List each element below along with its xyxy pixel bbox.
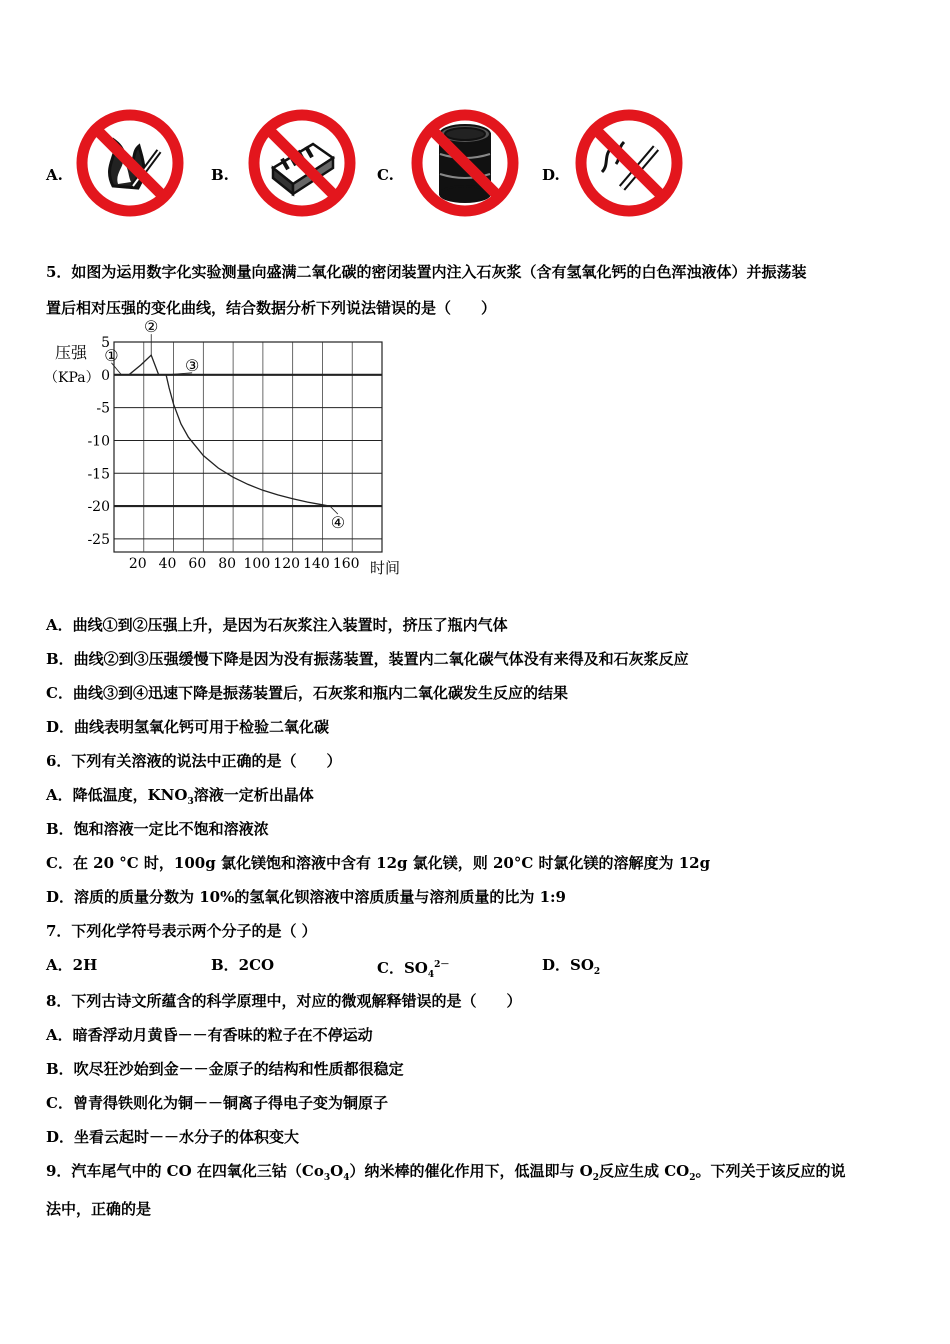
point-label: ② — [144, 317, 159, 337]
q8-stem: 8．下列古诗文所蕴含的科学原理中，对应的微观解释错误的是（ ） — [46, 992, 522, 1010]
pressure-chart — [40, 317, 420, 580]
x-tick-label: 60 — [188, 556, 207, 572]
y-tick-label: 0 — [101, 367, 110, 384]
q5-option-a: A．曲线①到②压强上升，是因为石灰浆注入装置时，挤压了瓶内气体 — [46, 616, 508, 634]
y-tick-label: -25 — [87, 531, 110, 548]
q6-option-a: A．降低温度，$KNO_3$溶液一定析出晶体 — [46, 786, 314, 807]
q8-option-c: C．曾青得铁则化为铜－－铜离子得电子变为铜原子 — [46, 1094, 388, 1112]
q6-option-b: B．饱和溶液一定比不饱和溶液浓 — [46, 820, 269, 838]
no-smoking-icon — [572, 106, 686, 220]
x-tick-label: 120 — [273, 556, 301, 572]
y-tick-label: -5 — [96, 400, 110, 417]
y-tick-label: 5 — [101, 335, 110, 351]
q5-stem-line2: 置后相对压强的变化曲线，结合数据分析下列说法错误的是（ ） — [46, 299, 497, 317]
q9-stem-line1: 9．汽车尾气中的 CO 在四氧化三钴$(Co_3O_4)$纳米棒的催化作用下，低温即与 $O_2$反应生成 $CO_2$。下列关于该反应的说 — [46, 1162, 846, 1183]
chart-yunit: （KPa） — [44, 370, 100, 386]
q5-option-d: D．曲线表明氢氧化钙可用于检验二氧化碳 — [46, 718, 330, 736]
q6-option-c: C．在 20 °C 时，100g 氯化镁饱和溶液中含有 12g 氯化镁，则 20°C 时氯化镁的溶解度为 12g — [46, 854, 711, 872]
y-tick-label: -20 — [87, 499, 110, 516]
q5-stem-line1: 5．如图为运用数字化实验测量向盛满二氧化碳的密闭装置内注入石灰浆（含有氢氧化钙的白色浑浊液体）并振荡装 — [46, 263, 807, 281]
q7-option-b: B．2CO — [211, 956, 275, 974]
q9-stem-line2: 法中，正确的是 — [46, 1200, 152, 1218]
q4-option-a-label: A. — [46, 166, 63, 184]
chart-ylabel: 压强 — [55, 343, 88, 362]
chart-xlabel: 时间 — [370, 559, 401, 577]
y-tick-label: -15 — [87, 466, 110, 483]
no-matches-icon — [245, 106, 359, 220]
q8-option-a: A．暗香浮动月黄昏－－有香味的粒子在不停运动 — [46, 1026, 373, 1044]
x-tick-label: 100 — [243, 556, 271, 572]
q8-option-b: B．吹尽狂沙始到金－－金原子的结构和性质都很稳定 — [46, 1060, 404, 1078]
x-tick-label: 40 — [158, 556, 177, 572]
x-tick-label: 160 — [332, 556, 360, 572]
y-tick-label: -10 — [87, 433, 110, 450]
no-fire-icon — [73, 106, 187, 220]
q6-option-d: D．溶质的质量分数为 10%的氢氧化钡溶液中溶质质量与溶剂质量的比为 1:9 — [46, 888, 566, 906]
q7-stem: 7．下列化学符号表示两个分子的是（ ） — [46, 922, 317, 940]
q7-option-c: C．$SO_4^{2-}$ — [377, 959, 450, 980]
q5-option-b: B．曲线②到③压强缓慢下降是因为没有振荡装置，装置内二氧化碳气体没有来得及和石灰浆反应 — [46, 650, 689, 668]
q7-option-d: D．$SO_2$ — [542, 956, 601, 977]
pressure-curve — [114, 355, 382, 506]
point-label: ③ — [184, 355, 200, 375]
x-tick-label: 140 — [303, 556, 330, 572]
q5-option-c: C．曲线③到④迅速下降是振荡装置后，石灰浆和瓶内二氧化碳发生反应的结果 — [46, 684, 568, 702]
x-tick-label: 80 — [218, 556, 237, 572]
q4-option-d-label: D. — [542, 166, 560, 184]
q4-option-b-label: B. — [211, 166, 229, 184]
point-label: ① — [104, 345, 119, 365]
q4-option-c-label: C. — [377, 166, 394, 184]
q8-option-d: D．坐看云起时－－水分子的体积变大 — [46, 1128, 300, 1146]
no-fuel-barrel-icon — [408, 106, 522, 220]
q7-option-a: A．2H — [46, 956, 98, 974]
point-label: ④ — [330, 513, 346, 533]
x-tick-label: 20 — [128, 556, 147, 572]
q6-stem: 6．下列有关溶液的说法中正确的是（ ） — [46, 752, 342, 770]
